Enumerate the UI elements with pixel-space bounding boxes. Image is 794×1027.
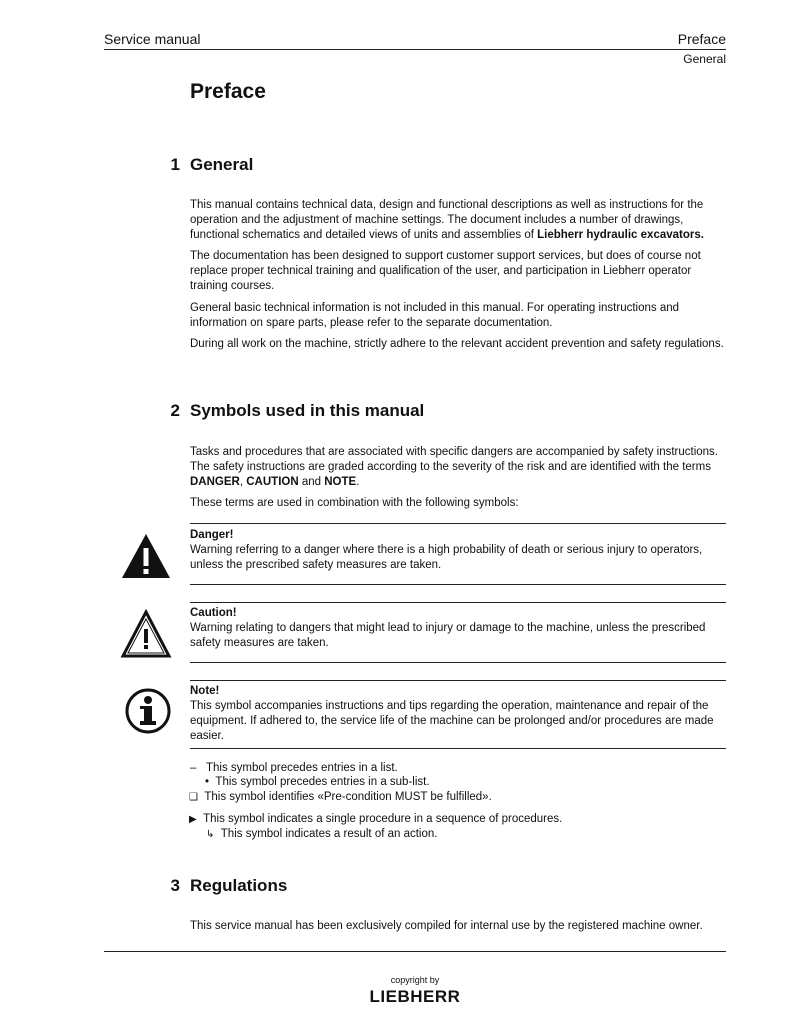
danger-triangle-icon: [120, 532, 172, 585]
result-symbol-icon: ↳: [206, 829, 215, 840]
section-number: 3: [170, 876, 180, 895]
header-right: Preface: [677, 31, 726, 47]
section-title: Symbols used in this manual: [190, 401, 425, 420]
header-rule: [104, 49, 726, 50]
intro-text: Tasks and procedures that are associated with specific dangers are accompanied by safety instructions. The safety instructions are graded according to the severity of the risk and are identified with the terms: [190, 446, 719, 473]
symbol-item: [189, 790, 492, 805]
paragraph: The documentation has been designed to support customer support services, but does of course not replace proper technical training and qualification of the user, and participation in Liebherr operator training courses.: [190, 250, 701, 292]
symbol-item: [189, 812, 562, 827]
footer-rule: [104, 951, 726, 952]
checkbox-symbol-icon: ❑: [189, 792, 198, 803]
term-note: NOTE: [324, 476, 357, 488]
section-number: 1: [170, 155, 180, 174]
symbol-item: [206, 827, 437, 842]
header-left: Service manual: [104, 31, 201, 47]
caution-triangle-icon: [120, 609, 172, 664]
paragraph: General basic technical information is not included in this manual. For operating instructions and information on spare parts, please refer to the separate documentation.: [190, 302, 680, 329]
liebherr-logo: [0, 987, 794, 1010]
arrow-symbol-icon: ▶: [189, 814, 197, 825]
note-rule-top: [190, 680, 726, 681]
note-rule-top: [190, 523, 726, 524]
symbol-text: This symbol identifies «Pre-condition MUST be fulfilled».: [204, 791, 492, 803]
note-rule-top: [190, 602, 726, 603]
footer-copyright: copyright by: [390, 975, 440, 985]
paragraph-bold: Liebherr hydraulic excavators.: [537, 229, 704, 241]
section-number: 2: [170, 401, 180, 420]
section-title: General: [190, 155, 254, 174]
page-title: Preface: [190, 80, 266, 103]
note-text: Warning relating to dangers that might lead to injury or damage to the machine, unless the prescribed safety measures are taken.: [190, 622, 706, 649]
section-title: Regulations: [190, 876, 288, 895]
note-rule-bottom: [190, 584, 726, 585]
note-rule-bottom: [190, 662, 726, 663]
dash-symbol-icon: –: [190, 762, 197, 774]
paragraph-text: This manual contains technical data, design and functional descriptions as well as instructions for the operation and the adjustment of machine settings. The document includes a number of drawings, functional schematics and detailed views of units and assemblies of: [190, 199, 704, 241]
symbol-text: This symbol precedes entries in a sub-list.: [215, 776, 430, 788]
symbol-text: This symbol precedes entries in a list.: [206, 762, 398, 774]
logo-text: LIEBHERR: [369, 987, 461, 1005]
symbol-text: This symbol indicates a single procedure in a sequence of procedures.: [203, 813, 563, 825]
symbol-text: This symbol indicates a result of an action.: [220, 828, 438, 840]
note-heading: Caution!: [190, 607, 237, 619]
separator: and: [301, 476, 322, 488]
paragraph: These terms are used in combination with the following symbols:: [190, 497, 519, 509]
note-text: This symbol accompanies instructions and tips regarding the operation, maintenance and repair of the equipment. If adhered to, the service life of the machine can be prolonged and/or procedures are made easier.: [190, 700, 714, 742]
note-heading: Danger!: [190, 529, 234, 541]
info-icon: [124, 687, 172, 740]
symbol-item: [205, 775, 430, 790]
paragraph: This service manual has been exclusively compiled for internal use by the registered machine owner.: [190, 920, 703, 932]
note-heading: Note!: [190, 685, 220, 697]
paragraph: During all work on the machine, strictly adhere to the relevant accident prevention and safety regulations.: [190, 338, 724, 350]
header-sub: General: [683, 52, 726, 66]
note-rule-bottom: [190, 748, 726, 749]
period: .: [356, 476, 360, 488]
note-text: Warning referring to a danger where there is a high probability of death or serious injury to operators, unless the prescribed safety measures are taken.: [190, 544, 703, 571]
paragraph: [190, 198, 730, 243]
separator: ,: [239, 476, 244, 488]
paragraph: [190, 445, 730, 490]
term-danger: DANGER: [190, 476, 240, 488]
term-caution: CAUTION: [246, 476, 299, 488]
symbol-item: [190, 761, 398, 776]
bullet-symbol-icon: •: [205, 776, 210, 788]
